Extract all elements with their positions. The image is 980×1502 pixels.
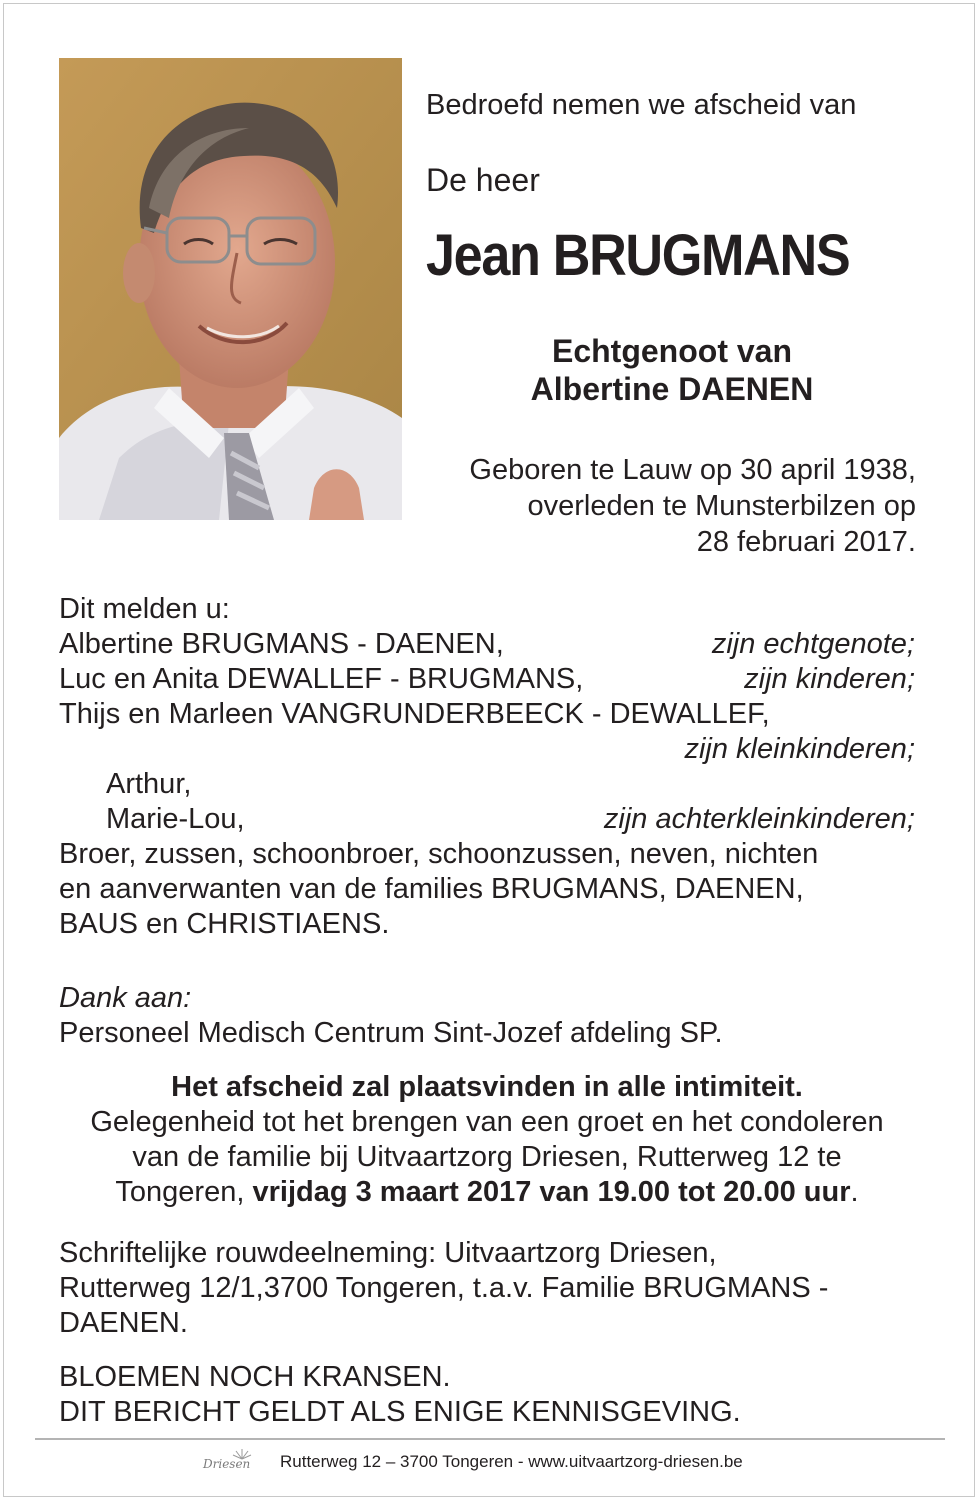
condolence-section xyxy=(59,1236,915,1341)
condolence-line: Schriftelijke rouwdeelneming: Uitvaartzorg Driesen, xyxy=(59,1237,717,1269)
extended-family-line: en aanverwanten van de families BRUGMANS, DAENEN, xyxy=(59,873,804,905)
condolence-line: DAENEN. xyxy=(59,1307,188,1339)
farewell-line: van de familie bij Uitvaartzorg Driesen, Rutterweg 12 te xyxy=(132,1141,842,1173)
spouse-block xyxy=(426,332,918,408)
logo-text: Driesen xyxy=(203,1457,251,1471)
family-names: Thijs en Marleen VANGRUNDERBEECK - DEWALLEF, xyxy=(59,698,770,730)
family-role: zijn echtgenote; xyxy=(711,628,915,660)
death-line: overleden te Munsterbilzen op xyxy=(527,490,916,522)
birth-line: Geboren te Lauw op 30 april 1938, xyxy=(469,454,916,486)
farewell-line xyxy=(59,1175,915,1210)
footer-divider xyxy=(35,1438,945,1440)
family-names: Luc en Anita DEWALLEF - BRUGMANS, xyxy=(59,663,584,695)
birth-death-dates xyxy=(469,452,916,560)
footer xyxy=(200,1447,743,1477)
thanks-section xyxy=(59,981,915,1051)
great-grandchild: Marie-Lou, xyxy=(106,803,245,835)
family-entry xyxy=(59,662,915,697)
farewell-datetime: vrijdag 3 maart 2017 van 19.00 tot 20.00 uur xyxy=(252,1176,851,1208)
farewell-place: Tongeren, xyxy=(115,1176,253,1208)
family-entry xyxy=(59,802,915,837)
spouse-label: Echtgenoot van xyxy=(551,333,792,369)
farewell-section xyxy=(59,1070,915,1210)
condolence-line: Rutterweg 12/1,3700 Tongeren, t.a.v. Familie BRUGMANS - xyxy=(59,1272,829,1304)
thanks-text: Personeel Medisch Centrum Sint-Jozef afdeling SP. xyxy=(59,1017,723,1049)
closing-section xyxy=(59,1360,915,1430)
extended-family-line: BAUS en CHRISTIAENS. xyxy=(59,908,390,940)
deceased-name: Jean BRUGMANS xyxy=(426,223,850,288)
extended-family-line: Broer, zussen, schoonbroer, schoonzussen, neven, nichten xyxy=(59,838,819,870)
family-entry xyxy=(59,697,915,732)
family-names: Albertine BRUGMANS - DAENEN, xyxy=(59,628,504,660)
grandchildren-role: zijn kleinkinderen; xyxy=(684,733,915,765)
farewell-line: Gelegenheid tot het brengen van een groet en het condoleren xyxy=(90,1106,884,1138)
footer-address: Rutterweg 12 – 3700 Tongeren - www.uitvaartzorg-driesen.be xyxy=(280,1452,743,1471)
family-heading: Dit melden u: xyxy=(59,593,230,625)
driesen-logo xyxy=(200,1447,262,1477)
great-grandchild: Arthur, xyxy=(106,768,192,800)
closing-line: BLOEMEN NOCH KRANSEN. xyxy=(59,1361,451,1393)
salutation: De heer xyxy=(426,162,540,198)
death-date: 28 februari 2017. xyxy=(696,526,916,558)
family-entry xyxy=(59,627,915,662)
intro-text: Bedroefd nemen we afscheid van xyxy=(426,89,857,121)
family-role: zijn kinderen; xyxy=(744,663,915,695)
thanks-heading: Dank aan: xyxy=(59,982,192,1014)
farewell-period: . xyxy=(850,1176,859,1208)
family-section xyxy=(59,592,915,942)
closing-line: DIT BERICHT GELDT ALS ENIGE KENNISGEVING. xyxy=(59,1396,741,1428)
great-grandchildren-role: zijn achterkleinkinderen; xyxy=(603,803,915,835)
farewell-title: Het afscheid zal plaatsvinden in alle intimiteit. xyxy=(171,1071,803,1103)
spouse-name: Albertine DAENEN xyxy=(530,371,814,407)
portrait-photo xyxy=(59,58,402,520)
